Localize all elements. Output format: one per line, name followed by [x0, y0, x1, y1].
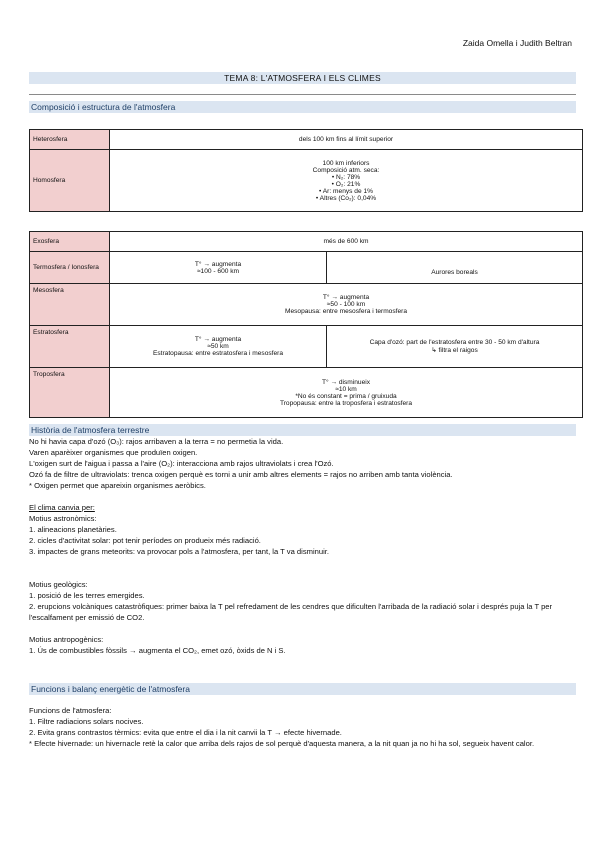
- anthropogenic-title: Motius antropogènics:: [29, 635, 104, 644]
- astronomic-item: 1. alineacions planetàries.: [29, 525, 117, 534]
- funcions-item: 2. Evita grans contrastos tèrmics: evita que entre el dia i la nit canvii la T → efecte hivernade.: [29, 728, 342, 737]
- geologic-item: 1. posició de les terres emergides.: [29, 591, 145, 600]
- topic-title: TEMA 8: L'ATMOSFERA I ELS CLIMES: [29, 72, 576, 84]
- homosfera-value: [110, 150, 583, 212]
- troposfera-line: Tropopausa: entre la troposfera i estratosfera: [279, 399, 413, 407]
- section-heading-funcions: Funcions i balanç energètic de l'atmosfera: [29, 683, 576, 695]
- ozone-layer-text: Capa d'ozó: part de l'estratosfera entre 30 - 50 km d'altura: [369, 339, 540, 346]
- historia-line: Ozó fa de filtre de ultraviolats: trenca oxigen perquè es torni a unir amb altres elements = rajos no arriben amb tanta violència.: [29, 470, 453, 479]
- funcions-item: * Efecte hivernade: un hivernacle retè la calor que arriba dels rajos de sol perquè d'aquesta manera, a la nit quan ja no hi ha sol, segueix havent calor.: [29, 739, 535, 748]
- estratosfera-line: T° → augmenta: [194, 336, 242, 343]
- historia-line: No hi havia capa d'ozó (O₃): rajos arribaven a la terra = no permetia la vida.: [29, 437, 284, 446]
- homosfera-line: • N₂: 78%: [331, 173, 361, 181]
- mesosfera-line: Mesopausa: entre mesosfera i termosfera: [284, 308, 408, 315]
- mesosfera-line: ≈50 - 100 km: [326, 301, 366, 308]
- estratosfera-line: Estratopausa: entre estratosfera i mesosfera: [152, 350, 284, 357]
- estratosfera-line: ≈50 km: [207, 343, 229, 350]
- climate-change-title: El clima canvia per:: [29, 503, 95, 512]
- mesosfera-line: T° → augmenta: [322, 294, 370, 301]
- ozone-layer-note: ↳ filtra el raigos: [431, 347, 478, 354]
- atmosphere-layers-table: [29, 231, 583, 418]
- troposfera-line: T° → disminueix: [321, 378, 371, 386]
- exosfera-label: Exosfera: [30, 232, 110, 252]
- geologic-title: Motius geològics:: [29, 580, 88, 589]
- historia-line: Varen aparèixer organismes que produïen oxigen.: [29, 448, 198, 457]
- troposfera-line: *No és constant = prima / gruixuda: [295, 392, 397, 400]
- astronomic-item: 2. cicles d'activitat solar: pot tenir períodes on produeix més radiació.: [29, 536, 261, 545]
- mesosfera-label: Mesosfera: [30, 284, 110, 326]
- exosfera-value: més de 600 km: [110, 232, 583, 252]
- termosfera-line: ≈100 - 600 km: [196, 267, 240, 275]
- termosfera-left: [110, 252, 327, 284]
- troposfera-label: Troposfera: [30, 368, 110, 418]
- astronomic-title: Motius astronòmics:: [29, 514, 97, 523]
- document-authors: Zaida Omella i Judith Beltran: [462, 38, 572, 48]
- troposfera-value: [110, 368, 583, 418]
- mesosfera-value: [110, 284, 583, 326]
- estratosfera-label: Estratosfera: [30, 326, 110, 368]
- divider-line: [29, 94, 576, 95]
- homosfera-line: • O₂: 21%: [331, 180, 361, 188]
- homosfera-label: Homosfera: [30, 150, 110, 212]
- historia-body: [29, 436, 574, 656]
- funcions-title: Funcions de l'atmosfera:: [29, 706, 112, 715]
- homosfera-line: • Altres (Co₂): 0,04%: [315, 194, 377, 202]
- astronomic-item: 3. impactes de grans meteorits: va provocar pols a l'atmosfera, per tant, la T va disminuir.: [29, 547, 329, 556]
- geologic-item: 2. erupcions volcàniques catastròfiques: primer baixa la T pel refredament de les cendres que dificulten l'arribada de la radiació solar i després puja la T per l'escalfament per emissió de CO2.: [29, 602, 553, 622]
- funcions-body: [29, 705, 574, 749]
- section-heading-composicio: Composició i estructura de l'atmosfera: [29, 101, 576, 113]
- termosfera-label: Termosfera / Ionosfera: [30, 252, 110, 284]
- homosfera-line: • Ar: menys de 1%: [319, 187, 373, 195]
- heterosfera-value: dels 100 km fins al límit superior: [110, 130, 583, 150]
- termosfera-right: Aurores boreals: [327, 252, 583, 284]
- homosfera-line: Composició atm. seca:: [312, 166, 380, 174]
- anthropogenic-item: 1. Ús de combustibles fòssils → augmenta el CO₂, emet ozó, òxids de N i S.: [29, 646, 286, 655]
- historia-line: L'oxigen surt de l'aigua i passa a l'aire (O₂): interacciona amb rajos ultraviolats i crea l'Ozó.: [29, 459, 334, 468]
- troposfera-line: ≈10 km: [335, 385, 357, 393]
- termosfera-line: T° → augmenta: [194, 260, 242, 268]
- section-heading-historia: Història de l'atmosfera terrestre: [29, 424, 576, 436]
- historia-line: * Oxigen permet que apareixin organismes aeròbics.: [29, 481, 206, 490]
- funcions-item: 1. Filtre radiacions solars nocives.: [29, 717, 144, 726]
- atmosphere-composition-table: [29, 129, 583, 212]
- heterosfera-label: Heterosfera: [30, 130, 110, 150]
- estratosfera-left: [110, 326, 327, 368]
- homosfera-line: 100 km inferiors: [322, 159, 370, 167]
- estratosfera-right: [327, 326, 583, 368]
